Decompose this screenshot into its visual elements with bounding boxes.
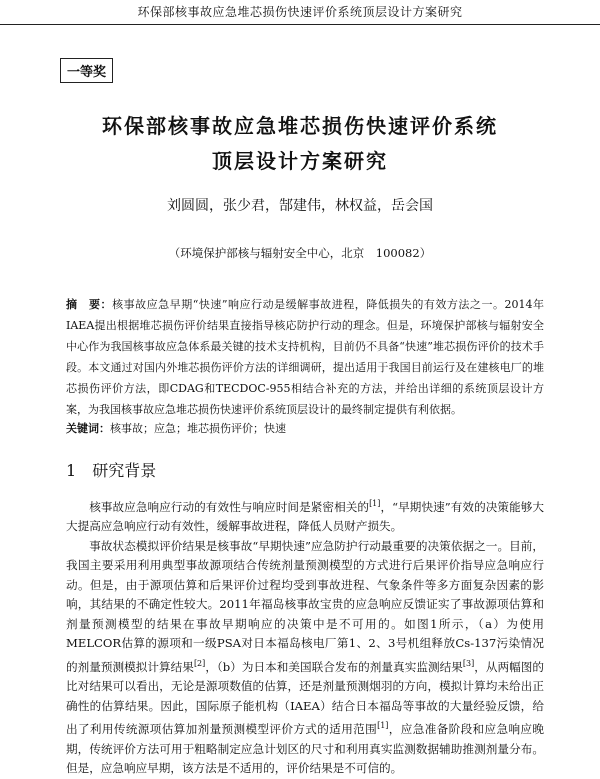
citation: [1]: [377, 721, 389, 731]
keywords-text: 核事故；应急；堆芯损伤评价；快速: [110, 422, 286, 435]
paragraph: [66, 494, 544, 537]
abstract-label: 摘 要：: [66, 298, 113, 311]
paper-title-line-1: 环保部核事故应急堆芯损伤快速评价系统: [102, 114, 498, 138]
award-badge: 一等奖: [60, 58, 113, 83]
paragraph-text: ，（b）为日本和美国联合发布的剂量真实监测结果: [205, 659, 463, 674]
abstract-text: 核事故应急早期“快速”响应行动是缓解事故进程，降低损失的有效方法之一。2014年IAEA提出根据堆芯损伤评价结果直接指导核応防护行动的理念。但是，环境保护部核与辐射安全中心作为我国核事故应急体系最关键的技术支持机构，目前仍不具备“快速”堆芯损伤评价的技术手段。本文通过对国内外堆芯损伤评价方法的详细调研，提出适用于我国目前运行及在建核电厂的堆芯损伤评价方法，即CDAG和TECDOC-955相结合补充的方法，并给出详细的系统顶层设计方案，为我国核事故应急堆芯损伤快速评价系统顶层设计的最终制定提供有利依据。: [66, 298, 544, 416]
paragraph-text: 核事故应急响应行动的有效性与响应时间是紧密相关的: [89, 499, 370, 514]
running-head: 环保部核事故应急堆芯损伤快速评价系统顶层设计方案研究: [0, 0, 600, 25]
citation: [3]: [462, 658, 475, 668]
paragraph-text: ，“早期快速”有效的决策能够大大提高应急响应行动有效性，缓解事故进程，降低人员财产损失。: [66, 499, 544, 534]
citation: [1]: [369, 499, 381, 508]
section-heading: [66, 458, 156, 481]
paragraph-text: 事故状态模拟评价结果是核事故“早期快速”应急防护行动最重要的决策依据之一。目前，我国主要采用利用典型事故源项结合传统剂量预测模型的方式进行后果评价指导应急响应行动。但是，由于源项估算和后果评价过程均受到事故进程、气象条件等多方面复杂因素的影响，其结果的不确定性较大。2011年福岛核事故宝贵的应急响应反馈证实了事故源项估算和剂量预测模型的结果在事故早期响应的决策中是不可用的。如图1所示，（a）为使用MELCOR估算的源项和一级PSA对日本福岛核电厂第1、2、3号机组释放Cs-137污染情况的剂量预测模拟计算结果: [66, 538, 544, 674]
author-list: 刘圆圆，张少君，郜建伟，林权益，岳会国: [167, 198, 433, 214]
keywords-label: 关键词：: [66, 422, 110, 435]
paper-title-line-2: 顶层设计方案研究: [212, 149, 388, 173]
citation: [2]: [193, 658, 206, 668]
section-title: 研究背景: [92, 461, 157, 480]
body-text: [66, 494, 544, 779]
keywords: [66, 420, 544, 438]
section-number: 1: [66, 461, 77, 480]
paragraph: [66, 537, 544, 779]
paragraph-text: ，应急准备阶段和应急响应晚期，传统评价方法可用于粗略制定应急计划区的尺寸和利用真实监测数据辅助推测剂量分布。但是，应急响应早期，该方法是不适用的，评价结果是不可信的。: [66, 722, 544, 776]
abstract: [66, 294, 544, 420]
affiliation: （环境保护部核与辐射安全中心，北京 100082）: [168, 246, 432, 260]
paragraph-text: ，从两幅图的比对结果可以看出，无论是源项数值的估算，还是剂量预测烟羽的方向，模拟计算均未给出正确性的估算结果。因此，国际原子能机构（IAEA）结合日本福岛等事故的大量经验反馈，给出了利用传统源项估算加剂量预测模型评价方式的适用范围: [66, 659, 544, 737]
